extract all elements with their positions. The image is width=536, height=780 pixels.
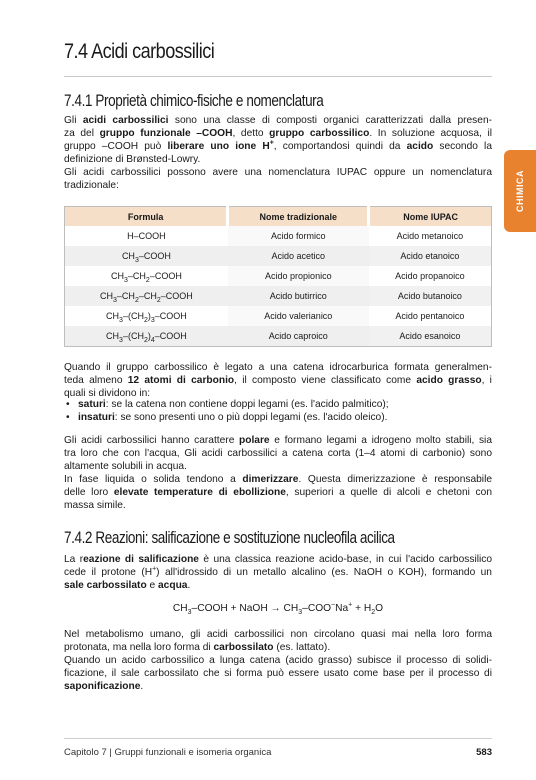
table-row [65, 246, 492, 266]
traditional-name-cell: Acido acetico [228, 246, 369, 266]
traditional-name-cell: Acido propionico [228, 266, 369, 286]
page-number: 583 [476, 747, 492, 758]
section-title: 7.4 Acidi carbossilici [64, 40, 215, 63]
formula-cell: $CH_3-(CH_2)_3$–COOH [65, 306, 228, 326]
formula-cell: $CH_3-CH_2-CH_2$–COOH [65, 286, 228, 306]
subsection-title-1: 7.4.1 Proprietà chimico-fisiche e nomenclatura [64, 92, 324, 110]
intro-paragraph: Gli acidi carbossilici sono una classe di composti organici caratterizzati dalla presen- za del gruppo funzionale –COOH, detto gruppo carbossilico. In soluzione acquosa, il gruppo –COOH può liberare uno ione H+, comportandosi quindi da acido secondo la definizione di Brønsted-Lowry. Gli acidi carbossilici possono avere una nomenclatura IUPAC oppure un nomenclatura tradizionale: [64, 115, 493, 191]
metabolism-paragraph: Nel metabolismo umano, gli acidi carbossilici non circolano quasi mai nella loro forma protonata, ma nella loro forma di carbossilato (es. lattato). Quando un acido carbossilico a lunga catena (acido grasso) subisce il processo di solidi- ficazione, il sale carbossilato che si forma può essere usato come base per il processo di saponificazione. [64, 629, 492, 692]
iupac-name-cell: Acido butanoico [369, 286, 492, 306]
table-row [65, 266, 492, 286]
nomenclature-table [64, 206, 492, 347]
properties-paragraph: Gli acidi carbossilici hanno carattere polare e formano legami a idrogeno molto stabili, sia tra loro che con l'acqua, Gli acidi carbossilici a catena corta (1–4 atomi di carbonio) sono altamente solubili in acqua. In fase liquida o solida tendono a dimerizzare. Questa dimerizzazione è responsabile delle loro elevate temperature di ebollizione, superiori a quelle di alcoli e chetoni con massa simile. [64, 435, 492, 511]
iupac-name-cell: Acido etanoico [369, 246, 492, 266]
formula-cell: $CH_3-(CH_2)_4$–COOH [65, 326, 228, 347]
iupac-name-cell: Acido metanoico [396, 231, 464, 241]
iupac-name-cell: Acido esanoico [369, 326, 492, 347]
table-header-iupac: Nome IUPAC [369, 207, 492, 227]
table-row [65, 326, 492, 347]
salification-equation: $CH_3$–COOH + NaOH → $CH_3-COO^-Na^+ + H_2O$ [172, 601, 384, 617]
traditional-name-cell: Acido caproico [228, 326, 369, 347]
side-tab-label: CHIMICA [515, 170, 525, 212]
table-row [65, 226, 492, 246]
table-header-formula: Formula [65, 207, 228, 227]
list-item [78, 398, 492, 411]
footer-chapter: Capitolo 7 | Gruppi funzionali e isomeria organica [64, 747, 272, 758]
formula-cell: $CH_3$–COOH [65, 246, 228, 266]
salification-paragraph: La reazione di salificazione è una classica reazione acido-base, in cui l'acido carbossilico cede il protone (H+) all'idrossido di un metallo alcalino (es. NaOH o KOH), formando un sale carbossilato e acqua. [64, 554, 493, 591]
title-divider [64, 76, 492, 77]
subsection-title-2: 7.4.2 Reazioni: salificazione e sostituzione nucleofila acilica [64, 529, 395, 547]
formula-cell: $CH_3-CH_2$–COOH [65, 266, 228, 286]
page-footer [64, 747, 492, 758]
list-item [78, 411, 492, 424]
list-term: insaturi [78, 412, 115, 423]
table-row [65, 306, 492, 326]
formula-cell: H–COOH [65, 226, 228, 246]
list-term: saturi [78, 399, 106, 410]
traditional-name-cell: Acido formico [228, 226, 369, 246]
chapter-side-tab [504, 150, 536, 232]
iupac-name-cell: Acido pentanoico [395, 311, 465, 321]
list-text: : se la catena non contiene doppi legami (es. l'acido palmitico); [105, 399, 389, 410]
list-text: : se sono presenti uno o più doppi legami (es. l'acido oleico). [114, 412, 388, 423]
iupac-name-cell: Acido propanoico [395, 271, 465, 281]
footer-divider [64, 738, 492, 739]
traditional-name-cell: Acido valerianico [228, 306, 369, 326]
fatty-acid-list [64, 398, 492, 424]
table-header-traditional: Nome tradizionale [228, 207, 369, 227]
fatty-acid-paragraph: Quando il gruppo carbossilico è legato a una catena idrocarburica formata generalmen- teda almeno 12 atomi di carbonio, il composto viene classificato come acido grasso, i quali si dividono in: [64, 362, 492, 399]
table-row [65, 286, 492, 306]
traditional-name-cell: Acido butirrico [228, 286, 369, 306]
